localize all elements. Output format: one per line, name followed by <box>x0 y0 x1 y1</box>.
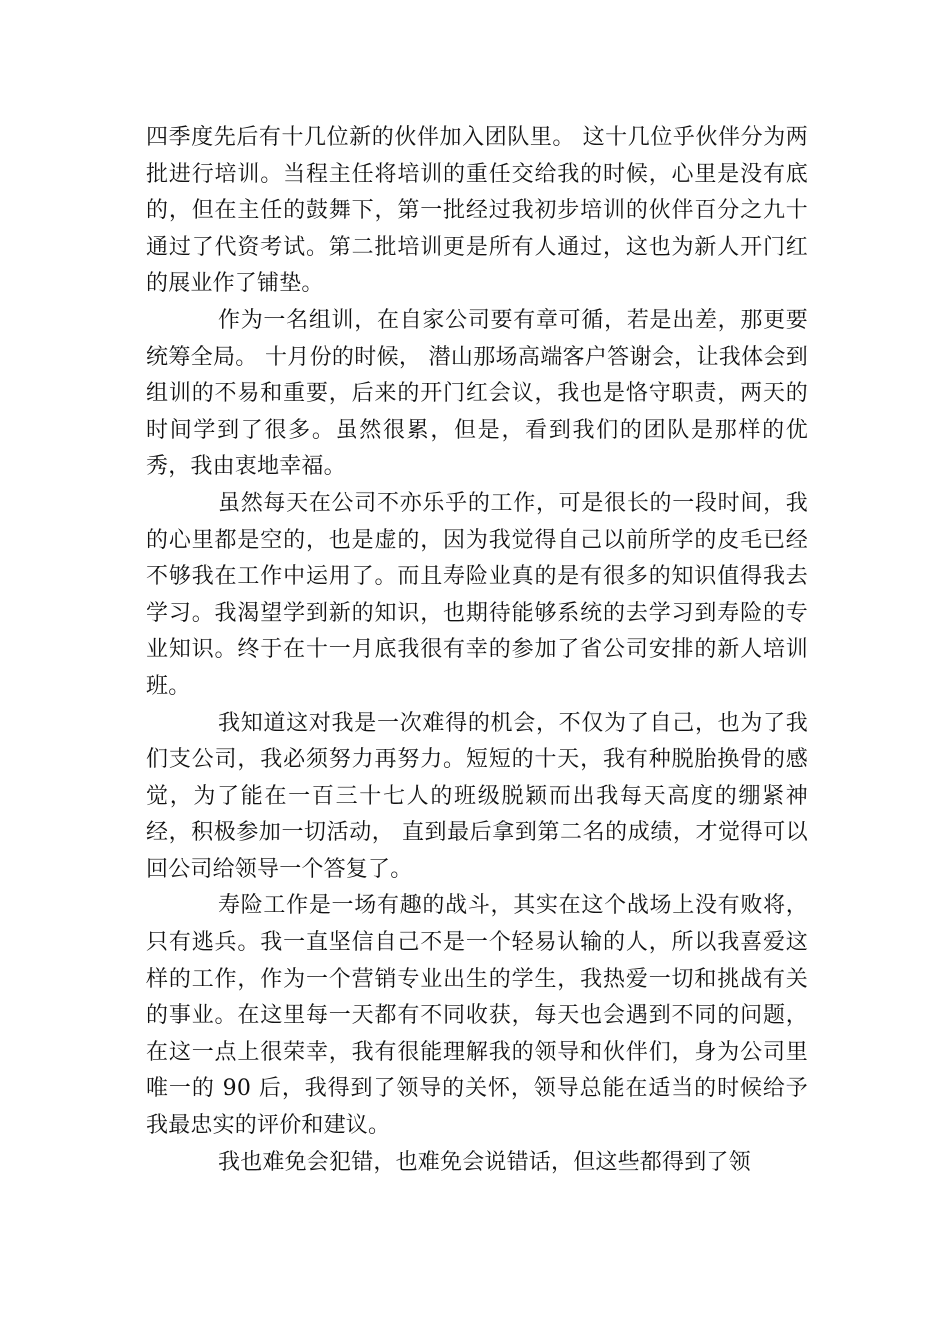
paragraph-3: 虽然每天在公司不亦乐乎的工作，可是很长的一段时间，我的心里都是空的，也是虚的，因为我觉得自己以前所学的皮毛已经不够我在工作中运用了。而且寿险业真的是有很多的知识值得我去学习。我渴望学到新的知识，也期待能够系统的去学习到寿险的专业知识。终于在十一月底我很有幸的参加了省公司安排的新人培训班。 <box>146 490 808 699</box>
paragraph-1: 四季度先后有十几位新的伙伴加入团队里。 这十几位乎伙伴分为两批进行培训。当程主任将培训的重任交给我的时候，心里是没有底的，但在主任的鼓舞下，第一批经过我初步培训的伙伴百分之九十通过了代资考试。第二批培训更是所有人通过，这也为新人开门红的展业作了铺垫。 <box>146 125 808 297</box>
paragraph-4: 我知道这对我是一次难得的机会，不仅为了自己，也为了我们支公司，我必须努力再努力。短短的十天，我有种脱胎换骨的感觉，为了能在一百三十七人的班级脱颖而出我每天高度的绷紧神经，积极参加一切活动， 直到最后拿到第二名的成绩，才觉得可以回公司给领导一个答复了。 <box>146 710 808 882</box>
paragraph-2: 作为一名组训，在自家公司要有章可循，若是出差，那更要统筹全局。 十月份的时候， 潜山那场高端客户答谢会，让我体会到组训的不易和重要，后来的开门红会议，我也是恪守职责，两天的时间学到了很多。虽然很累，但是，看到我们的团队是那样的优秀，我由衷地幸福。 <box>146 307 808 480</box>
paragraph-6: 我也难免会犯错，也难免会说错话，但这些都得到了领 <box>218 1149 751 1175</box>
document-body <box>146 120 808 1181</box>
paragraph-5: 寿险工作是一场有趣的战斗，其实在这个战场上没有败将，只有逃兵。我一直坚信自己不是一个轻易认输的人，所以我喜爱这样的工作，作为一个营销专业出生的学生，我热爱一切和挑战有关的事业。在这里每一天都有不同收获，每天也会遇到不同的问题，在这一点上很荣幸，我有很能理解我的领导和伙伴们，身为公司里唯一的 90 后，我得到了领导的关怀，领导总能在适当的时候给予我最忠实的评价和建议。 <box>146 893 808 1139</box>
